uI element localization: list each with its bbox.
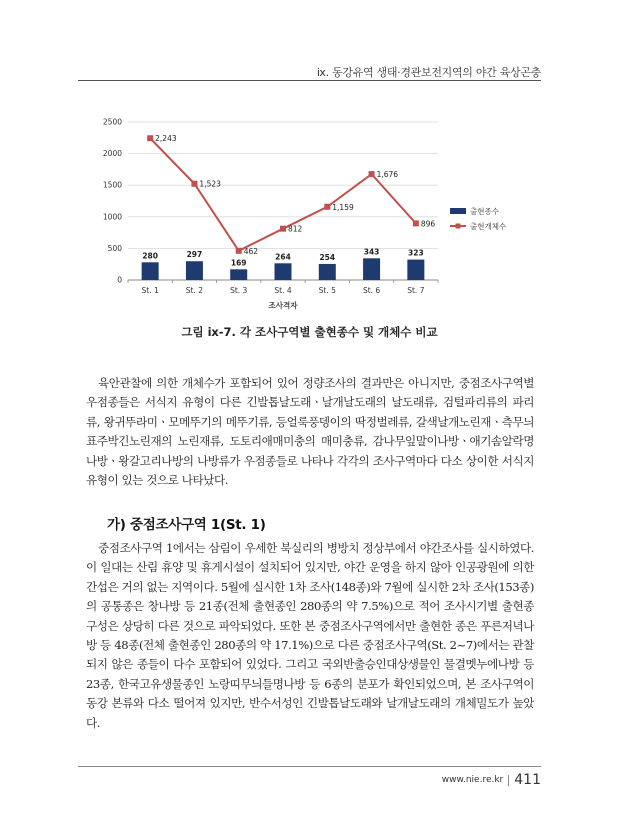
line-point	[280, 226, 286, 232]
page-number: 411	[514, 772, 541, 788]
bar	[186, 261, 203, 280]
bar-value-label: 297	[186, 250, 203, 260]
footer-url: www.nie.re.kr	[441, 775, 504, 785]
bar	[275, 263, 292, 280]
y-tick-label: 500	[107, 243, 122, 253]
y-tick-label: 0	[117, 275, 122, 285]
legend-label: 출현개체수	[470, 222, 507, 231]
legend-swatch-bar	[450, 208, 466, 214]
footer-divider	[78, 766, 541, 767]
bar	[407, 260, 424, 280]
body-paragraph-2: 중점조사구역 1에서는 삼림이 우세한 북실리의 병방치 정상부에서 야간조사를 실시하였다. 이 일대는 산림 휴양 및 휴게시설이 설치되어 있지만, 야간 운영을 하지 않아 인공광원에 의한 간섭은 거의 없는 지역이다. 5월에 실시한 1차 조사(148종)와 7월에 실시한 2차 조사(153종)의 공통종은 창나방 등 21종(전체 출현종인 280종의 약 7.5%)으로 적어 조사시기별 출현종 구성은 상당히 다른 것으로 파악되었다. 또한 본 중점조사구역에서만 출현한 종은 푸른저녁나방 등 48종(전체 출현종인 280종의 약 17.1%)으로 다른 중점조사구역(St. 2~7)에서는 관찰되지 않은 종들이 다수 포함되어 있었다. 그리고 국외반출승인대상생물인 물결멧누에나방 등 23종, 한국고유생물종인 노랑띠무늬들명나방 등 6종의 분포가 확인되었으며, 본 조사구역이 동강 본류와 다소 떨어져 있지만, 반수서성인 긴발톱날도래와 날개날도래의 개체밀도가 높았다.	[86, 541, 534, 730]
series-line	[150, 138, 416, 251]
x-tick-label: St. 1	[141, 286, 159, 295]
bar	[319, 264, 336, 280]
line-value-label: 812	[288, 224, 303, 234]
bar-value-label: 343	[363, 247, 380, 257]
running-header: ⅸ. 동강유역 생태·경관보전지역의 야간 육상곤충	[316, 66, 541, 79]
bar-value-label: 264	[275, 252, 291, 262]
species-abundance-chart	[0, 0, 619, 330]
bar-value-label: 280	[142, 251, 158, 261]
x-tick-label: St. 2	[185, 286, 204, 295]
legend-swatch-marker	[456, 224, 461, 229]
line-point	[147, 135, 153, 141]
line-point	[191, 181, 197, 187]
y-tick-label: 1000	[102, 212, 122, 222]
legend-label: 출현종수	[470, 207, 499, 216]
line-point	[369, 171, 375, 177]
bar-value-label: 323	[408, 248, 424, 258]
bar	[142, 262, 159, 280]
body-paragraph-1: 육안관찰에 의한 개체수가 포함되어 있어 정량조사의 결과만은 아니지만, 중점조사구역별 우점종들은 서식지 유형이 다른 긴발톱날도래ㆍ날개날도래의 날도래류, 검털파리류의 파리류, 왕귀뚜라미ㆍ모메뚜기의 메뚜기류, 등얼룩풍뎅이의 딱정벌레류, 갈색날개노린재ㆍ측무늬표주박긴노린재의 노린재류, 도토리애매미충의 매미충류, 감나무잎말이나방ㆍ애기솜알락명나방ㆍ왕갈고리나방의 나방류가 우점종들로 나타나 각각의 조사구역마다 다소 상이한 서식지 유형이 있는 것으로 나타났다.	[86, 376, 534, 488]
section-title: 가) 중점조사구역 1(St. 1)	[107, 517, 266, 533]
line-value-label: 1,676	[376, 170, 399, 180]
line-value-label: 462	[243, 246, 259, 256]
x-tick-label: St. 3	[230, 286, 248, 295]
x-tick-label: St. 4	[274, 286, 292, 295]
line-point	[236, 248, 242, 254]
footer-separator	[508, 775, 509, 786]
footer	[442, 772, 541, 788]
line-value-label: 1,159	[332, 202, 354, 212]
figure-caption: 그림 ⅸ-7. 각 조사구역별 출현종수 및 개체수 비교	[181, 325, 438, 339]
bar-value-label: 254	[319, 252, 336, 262]
line-value-label: 2,243	[155, 134, 177, 144]
x-tick-label: St. 6	[362, 286, 381, 295]
x-axis-label: 조사격자	[268, 301, 298, 310]
y-tick-label: 1500	[102, 180, 122, 190]
bar-value-label: 169	[230, 258, 247, 268]
x-tick-label: St. 7	[407, 286, 425, 295]
line-point	[413, 220, 419, 226]
bar	[230, 269, 247, 280]
y-tick-label: 2000	[102, 149, 122, 159]
bar	[363, 258, 380, 280]
line-value-label: 1,523	[199, 179, 221, 189]
x-tick-label: St. 5	[318, 286, 336, 295]
line-value-label: 896	[420, 219, 436, 229]
line-point	[324, 204, 330, 210]
y-tick-label: 2500	[102, 117, 122, 127]
